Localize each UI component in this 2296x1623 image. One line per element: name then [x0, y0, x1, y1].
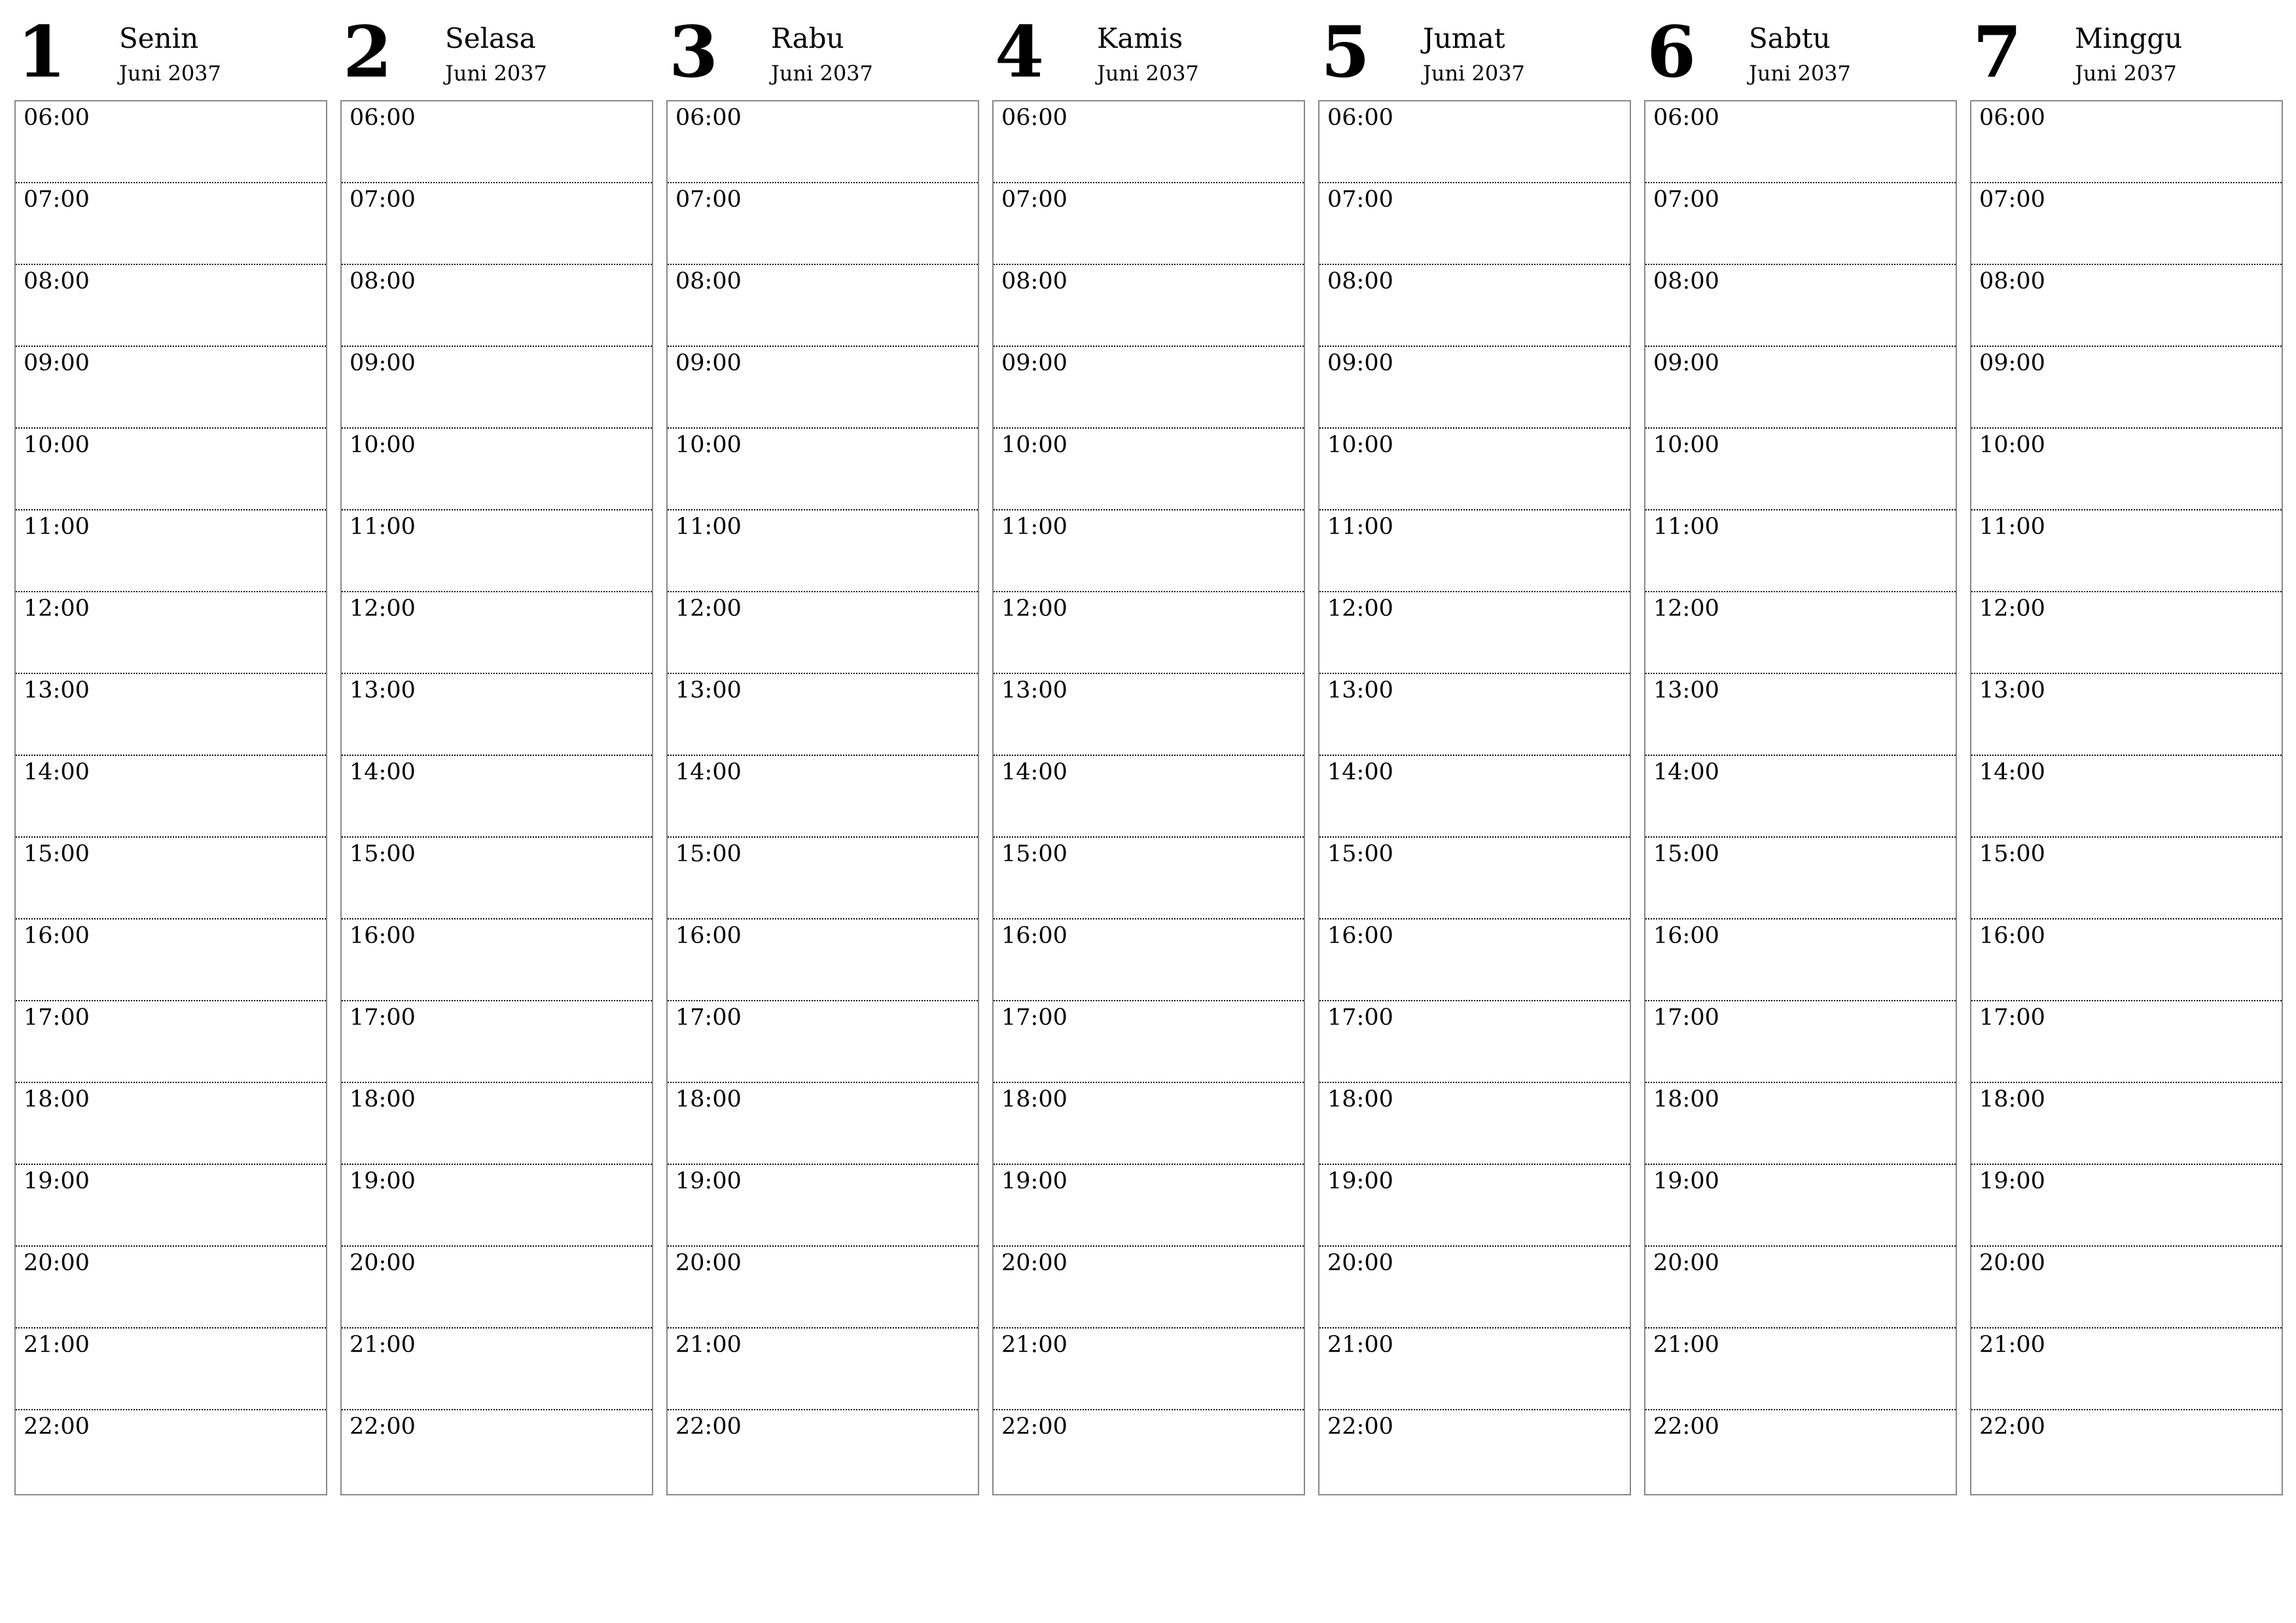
time-slot-label: 17:00 — [1653, 1005, 1719, 1031]
time-slot-label: 10:00 — [1327, 432, 1393, 458]
time-slot[interactable] — [342, 1247, 652, 1329]
time-slot[interactable] — [1971, 592, 2282, 674]
time-slot[interactable] — [342, 1410, 652, 1492]
time-slot-label: 21:00 — [24, 1332, 90, 1358]
time-slot[interactable] — [994, 183, 1304, 265]
time-slot[interactable] — [1319, 838, 1630, 919]
time-slot[interactable] — [1319, 1329, 1630, 1410]
time-slot[interactable] — [1645, 347, 1956, 429]
time-slot[interactable] — [994, 1329, 1304, 1410]
time-slot-label: 10:00 — [1979, 432, 2045, 458]
time-slot[interactable] — [16, 1001, 326, 1083]
time-slot-label: 09:00 — [1653, 350, 1719, 376]
time-slot[interactable] — [1971, 1001, 2282, 1083]
time-slot-label: 06:00 — [1979, 105, 2045, 131]
time-slot-label: 22:00 — [24, 1414, 90, 1440]
day-header — [1970, 0, 2283, 98]
time-slot[interactable] — [994, 1001, 1304, 1083]
time-slot-label: 13:00 — [1327, 677, 1393, 704]
time-slot-label: 16:00 — [1001, 923, 1067, 949]
time-slot-label: 21:00 — [350, 1332, 416, 1358]
time-slot[interactable] — [994, 756, 1304, 838]
time-slot[interactable] — [1971, 1083, 2282, 1165]
time-slot[interactable] — [1645, 1165, 1956, 1247]
time-slot-label: 13:00 — [1979, 677, 2045, 704]
time-slot-label: 09:00 — [1327, 350, 1393, 376]
time-slot[interactable] — [1319, 1001, 1630, 1083]
time-slot[interactable] — [1645, 674, 1956, 756]
time-slot-label: 11:00 — [24, 514, 90, 540]
time-slot-label: 11:00 — [675, 514, 742, 540]
time-slot-label: 13:00 — [1653, 677, 1719, 704]
time-slot-label: 15:00 — [350, 841, 416, 867]
time-slot-label: 22:00 — [1653, 1414, 1719, 1440]
time-slot-label: 12:00 — [1001, 596, 1067, 622]
time-slot[interactable] — [1971, 265, 2282, 347]
time-slot-label: 13:00 — [1001, 677, 1067, 704]
day-schedule-box — [340, 100, 653, 1495]
time-slot-label: 08:00 — [1327, 268, 1393, 294]
time-slot-label: 16:00 — [1327, 923, 1393, 949]
time-slot-label: 06:00 — [24, 105, 90, 131]
time-slot-label: 20:00 — [1327, 1250, 1393, 1276]
day-header — [1644, 0, 1957, 98]
day-number: 4 — [995, 11, 1045, 94]
time-slot[interactable] — [16, 756, 326, 838]
time-slot-label: 17:00 — [1001, 1005, 1067, 1031]
time-slot[interactable] — [994, 429, 1304, 510]
day-name: Minggu — [2075, 22, 2183, 54]
time-slot-label: 22:00 — [675, 1414, 742, 1440]
time-slot-label: 09:00 — [1979, 350, 2045, 376]
time-slot-label: 12:00 — [24, 596, 90, 622]
day-number: 2 — [343, 11, 393, 94]
time-slot-label: 20:00 — [1653, 1250, 1719, 1276]
time-slot-label: 19:00 — [1979, 1168, 2045, 1194]
time-slot[interactable] — [16, 347, 326, 429]
day-number: 5 — [1321, 11, 1371, 94]
day-name: Selasa — [445, 22, 536, 54]
time-slot-label: 21:00 — [1001, 1332, 1067, 1358]
time-slot[interactable] — [16, 1083, 326, 1165]
time-slot-label: 14:00 — [1979, 759, 2045, 785]
time-slot-label: 07:00 — [24, 187, 90, 213]
day-month-label: Juni 2037 — [1749, 61, 1851, 86]
time-slot[interactable] — [342, 183, 652, 265]
day-column — [14, 0, 327, 1499]
time-slot-label: 18:00 — [1001, 1086, 1067, 1113]
time-slot[interactable] — [342, 592, 652, 674]
time-slot-label: 17:00 — [675, 1005, 742, 1031]
time-slot[interactable] — [1971, 183, 2282, 265]
time-slot[interactable] — [1645, 183, 1956, 265]
time-slot[interactable] — [1645, 592, 1956, 674]
time-slot[interactable] — [1645, 1410, 1956, 1492]
time-slot-label: 14:00 — [675, 759, 742, 785]
time-slot[interactable] — [1971, 510, 2282, 592]
time-slot-label: 06:00 — [1001, 105, 1067, 131]
time-slot[interactable] — [668, 919, 978, 1001]
time-slot-label: 12:00 — [1979, 596, 2045, 622]
time-slot[interactable] — [994, 919, 1304, 1001]
time-slot[interactable] — [1319, 1165, 1630, 1247]
time-slot[interactable] — [994, 347, 1304, 429]
time-slot-label: 15:00 — [1001, 841, 1067, 867]
time-slot-label: 11:00 — [1653, 514, 1719, 540]
time-slot[interactable] — [16, 838, 326, 919]
time-slot[interactable] — [342, 429, 652, 510]
time-slot[interactable] — [1645, 1247, 1956, 1329]
time-slot[interactable] — [1319, 265, 1630, 347]
time-slot[interactable] — [1645, 101, 1956, 183]
time-slot[interactable] — [1319, 101, 1630, 183]
time-slot[interactable] — [16, 1329, 326, 1410]
day-schedule-box — [14, 100, 327, 1495]
time-slot-label: 19:00 — [1001, 1168, 1067, 1194]
day-month-label: Juni 2037 — [1097, 61, 1199, 86]
time-slot[interactable] — [994, 1165, 1304, 1247]
time-slot[interactable] — [994, 1083, 1304, 1165]
time-slot[interactable] — [342, 838, 652, 919]
time-slot[interactable] — [668, 1165, 978, 1247]
time-slot-label: 18:00 — [675, 1086, 742, 1113]
time-slot-label: 19:00 — [350, 1168, 416, 1194]
time-slot[interactable] — [994, 592, 1304, 674]
time-slot-label: 19:00 — [1327, 1168, 1393, 1194]
time-slot-label: 07:00 — [675, 187, 742, 213]
time-slot[interactable] — [994, 101, 1304, 183]
time-slot[interactable] — [1645, 510, 1956, 592]
day-name: Senin — [119, 22, 199, 54]
time-slot-label: 18:00 — [24, 1086, 90, 1113]
weekly-planner — [14, 0, 2284, 1499]
time-slot[interactable] — [1971, 674, 2282, 756]
day-header — [992, 0, 1305, 98]
time-slot[interactable] — [1645, 919, 1956, 1001]
time-slot[interactable] — [1319, 1247, 1630, 1329]
time-slot[interactable] — [668, 1083, 978, 1165]
day-schedule-box — [1644, 100, 1957, 1495]
day-month-label: Juni 2037 — [771, 61, 873, 86]
time-slot-label: 07:00 — [1979, 187, 2045, 213]
day-month-label: Juni 2037 — [1423, 61, 1525, 86]
day-number: 1 — [17, 11, 67, 94]
time-slot[interactable] — [668, 183, 978, 265]
time-slot[interactable] — [16, 1247, 326, 1329]
time-slot[interactable] — [16, 429, 326, 510]
time-slot-label: 12:00 — [1327, 596, 1393, 622]
day-column — [340, 0, 653, 1499]
time-slot[interactable] — [668, 347, 978, 429]
time-slot-label: 15:00 — [1653, 841, 1719, 867]
day-column — [1318, 0, 1631, 1499]
time-slot-label: 14:00 — [1001, 759, 1067, 785]
time-slot[interactable] — [342, 101, 652, 183]
time-slot-label: 11:00 — [1979, 514, 2045, 540]
time-slot-label: 22:00 — [1001, 1414, 1067, 1440]
day-column — [1644, 0, 1957, 1499]
time-slot-label: 14:00 — [350, 759, 416, 785]
time-slot[interactable] — [668, 1329, 978, 1410]
day-column — [666, 0, 979, 1499]
time-slot[interactable] — [1971, 1410, 2282, 1492]
time-slot-label: 17:00 — [1979, 1005, 2045, 1031]
day-schedule-box — [1318, 100, 1631, 1495]
time-slot-label: 08:00 — [675, 268, 742, 294]
time-slot-label: 22:00 — [350, 1414, 416, 1440]
time-slot-label: 15:00 — [1979, 841, 2045, 867]
time-slot[interactable] — [1319, 429, 1630, 510]
time-slot-label: 13:00 — [675, 677, 742, 704]
time-slot-label: 11:00 — [350, 514, 416, 540]
day-month-label: Juni 2037 — [119, 61, 221, 86]
time-slot[interactable] — [1971, 838, 2282, 919]
time-slot[interactable] — [342, 756, 652, 838]
time-slot[interactable] — [1971, 101, 2282, 183]
day-number: 3 — [669, 11, 719, 94]
time-slot-label: 09:00 — [350, 350, 416, 376]
time-slot-label: 08:00 — [350, 268, 416, 294]
time-slot-label: 08:00 — [1653, 268, 1719, 294]
time-slot-label: 15:00 — [24, 841, 90, 867]
time-slot-label: 17:00 — [350, 1005, 416, 1031]
time-slot-label: 22:00 — [1327, 1414, 1393, 1440]
time-slot[interactable] — [1645, 1083, 1956, 1165]
time-slot-label: 08:00 — [1979, 268, 2045, 294]
time-slot[interactable] — [668, 265, 978, 347]
time-slot[interactable] — [1645, 756, 1956, 838]
time-slot-label: 07:00 — [1327, 187, 1393, 213]
time-slot[interactable] — [994, 1410, 1304, 1492]
time-slot[interactable] — [342, 1083, 652, 1165]
time-slot[interactable] — [668, 101, 978, 183]
time-slot[interactable] — [668, 1247, 978, 1329]
time-slot[interactable] — [1971, 1165, 2282, 1247]
time-slot[interactable] — [668, 1410, 978, 1492]
time-slot[interactable] — [16, 1165, 326, 1247]
time-slot[interactable] — [1971, 347, 2282, 429]
time-slot[interactable] — [1319, 1410, 1630, 1492]
time-slot[interactable] — [342, 1165, 652, 1247]
time-slot[interactable] — [342, 1001, 652, 1083]
time-slot-label: 10:00 — [1653, 432, 1719, 458]
time-slot-label: 09:00 — [675, 350, 742, 376]
time-slot-label: 19:00 — [24, 1168, 90, 1194]
time-slot[interactable] — [668, 592, 978, 674]
time-slot-label: 09:00 — [1001, 350, 1067, 376]
time-slot-label: 11:00 — [1001, 514, 1067, 540]
time-slot[interactable] — [668, 510, 978, 592]
time-slot[interactable] — [16, 265, 326, 347]
time-slot-label: 06:00 — [1653, 105, 1719, 131]
time-slot[interactable] — [16, 101, 326, 183]
time-slot[interactable] — [1971, 919, 2282, 1001]
time-slot-label: 21:00 — [1653, 1332, 1719, 1358]
time-slot[interactable] — [1319, 919, 1630, 1001]
time-slot-label: 06:00 — [675, 105, 742, 131]
time-slot[interactable] — [994, 1247, 1304, 1329]
time-slot[interactable] — [342, 265, 652, 347]
time-slot-label: 07:00 — [1653, 187, 1719, 213]
day-month-label: Juni 2037 — [445, 61, 547, 86]
time-slot-label: 22:00 — [1979, 1414, 2045, 1440]
time-slot-label: 08:00 — [24, 268, 90, 294]
time-slot[interactable] — [1645, 1001, 1956, 1083]
time-slot[interactable] — [1971, 756, 2282, 838]
time-slot[interactable] — [668, 756, 978, 838]
time-slot-label: 12:00 — [675, 596, 742, 622]
day-header — [14, 0, 327, 98]
time-slot[interactable] — [1319, 674, 1630, 756]
time-slot-label: 18:00 — [1327, 1086, 1393, 1113]
day-month-label: Juni 2037 — [2075, 61, 2177, 86]
time-slot-label: 10:00 — [350, 432, 416, 458]
time-slot[interactable] — [668, 674, 978, 756]
time-slot-label: 16:00 — [675, 923, 742, 949]
time-slot[interactable] — [668, 429, 978, 510]
time-slot-label: 07:00 — [350, 187, 416, 213]
time-slot-label: 14:00 — [1327, 759, 1393, 785]
time-slot-label: 20:00 — [1001, 1250, 1067, 1276]
day-name: Sabtu — [1749, 22, 1831, 54]
time-slot[interactable] — [994, 674, 1304, 756]
time-slot[interactable] — [342, 919, 652, 1001]
time-slot-label: 18:00 — [350, 1086, 416, 1113]
time-slot[interactable] — [1645, 838, 1956, 919]
time-slot[interactable] — [342, 1329, 652, 1410]
time-slot[interactable] — [342, 510, 652, 592]
time-slot-label: 10:00 — [24, 432, 90, 458]
day-number: 7 — [1973, 11, 2022, 94]
day-column — [1970, 0, 2283, 1499]
time-slot[interactable] — [1319, 592, 1630, 674]
time-slot[interactable] — [994, 265, 1304, 347]
time-slot-label: 12:00 — [350, 596, 416, 622]
time-slot[interactable] — [1319, 183, 1630, 265]
time-slot-label: 15:00 — [675, 841, 742, 867]
time-slot-label: 19:00 — [1653, 1168, 1719, 1194]
day-schedule-box — [992, 100, 1305, 1495]
day-header — [1318, 0, 1631, 98]
time-slot-label: 21:00 — [1327, 1332, 1393, 1358]
time-slot[interactable] — [668, 838, 978, 919]
time-slot-label: 20:00 — [675, 1250, 742, 1276]
day-name: Kamis — [1097, 22, 1183, 54]
time-slot-label: 17:00 — [1327, 1005, 1393, 1031]
time-slot-label: 21:00 — [675, 1332, 742, 1358]
time-slot-label: 17:00 — [24, 1005, 90, 1031]
time-slot[interactable] — [1319, 1083, 1630, 1165]
time-slot-label: 11:00 — [1327, 514, 1393, 540]
time-slot[interactable] — [1645, 429, 1956, 510]
time-slot[interactable] — [16, 1410, 326, 1492]
time-slot[interactable] — [16, 510, 326, 592]
time-slot-label: 16:00 — [350, 923, 416, 949]
time-slot-label: 18:00 — [1979, 1086, 2045, 1113]
time-slot[interactable] — [1645, 1329, 1956, 1410]
time-slot[interactable] — [994, 838, 1304, 919]
day-name: Jumat — [1423, 22, 1505, 54]
time-slot-label: 19:00 — [675, 1168, 742, 1194]
time-slot-label: 07:00 — [1001, 187, 1067, 213]
day-number: 6 — [1647, 11, 1696, 94]
day-header — [666, 0, 979, 98]
time-slot-label: 13:00 — [350, 677, 416, 704]
time-slot-label: 14:00 — [24, 759, 90, 785]
time-slot-label: 21:00 — [1979, 1332, 2045, 1358]
time-slot[interactable] — [342, 674, 652, 756]
day-schedule-box — [666, 100, 979, 1495]
time-slot-label: 06:00 — [350, 105, 416, 131]
time-slot-label: 06:00 — [1327, 105, 1393, 131]
time-slot[interactable] — [1645, 265, 1956, 347]
time-slot[interactable] — [1971, 429, 2282, 510]
time-slot-label: 16:00 — [24, 923, 90, 949]
time-slot[interactable] — [16, 183, 326, 265]
time-slot[interactable] — [1971, 1329, 2282, 1410]
time-slot-label: 16:00 — [1979, 923, 2045, 949]
time-slot[interactable] — [1319, 510, 1630, 592]
time-slot[interactable] — [16, 919, 326, 1001]
time-slot-label: 10:00 — [675, 432, 742, 458]
time-slot-label: 15:00 — [1327, 841, 1393, 867]
time-slot-label: 20:00 — [1979, 1250, 2045, 1276]
time-slot-label: 10:00 — [1001, 432, 1067, 458]
time-slot[interactable] — [994, 510, 1304, 592]
time-slot-label: 18:00 — [1653, 1086, 1719, 1113]
time-slot[interactable] — [342, 347, 652, 429]
time-slot[interactable] — [1971, 1247, 2282, 1329]
time-slot-label: 08:00 — [1001, 268, 1067, 294]
time-slot[interactable] — [1319, 756, 1630, 838]
day-header — [340, 0, 653, 98]
time-slot-label: 20:00 — [350, 1250, 416, 1276]
time-slot-label: 09:00 — [24, 350, 90, 376]
day-column — [992, 0, 1305, 1499]
time-slot-label: 20:00 — [24, 1250, 90, 1276]
time-slot[interactable] — [16, 674, 326, 756]
time-slot[interactable] — [668, 1001, 978, 1083]
time-slot-label: 12:00 — [1653, 596, 1719, 622]
time-slot[interactable] — [1319, 347, 1630, 429]
day-schedule-box — [1970, 100, 2283, 1495]
time-slot[interactable] — [16, 592, 326, 674]
day-name: Rabu — [771, 22, 844, 54]
time-slot-label: 14:00 — [1653, 759, 1719, 785]
time-slot-label: 16:00 — [1653, 923, 1719, 949]
time-slot-label: 13:00 — [24, 677, 90, 704]
